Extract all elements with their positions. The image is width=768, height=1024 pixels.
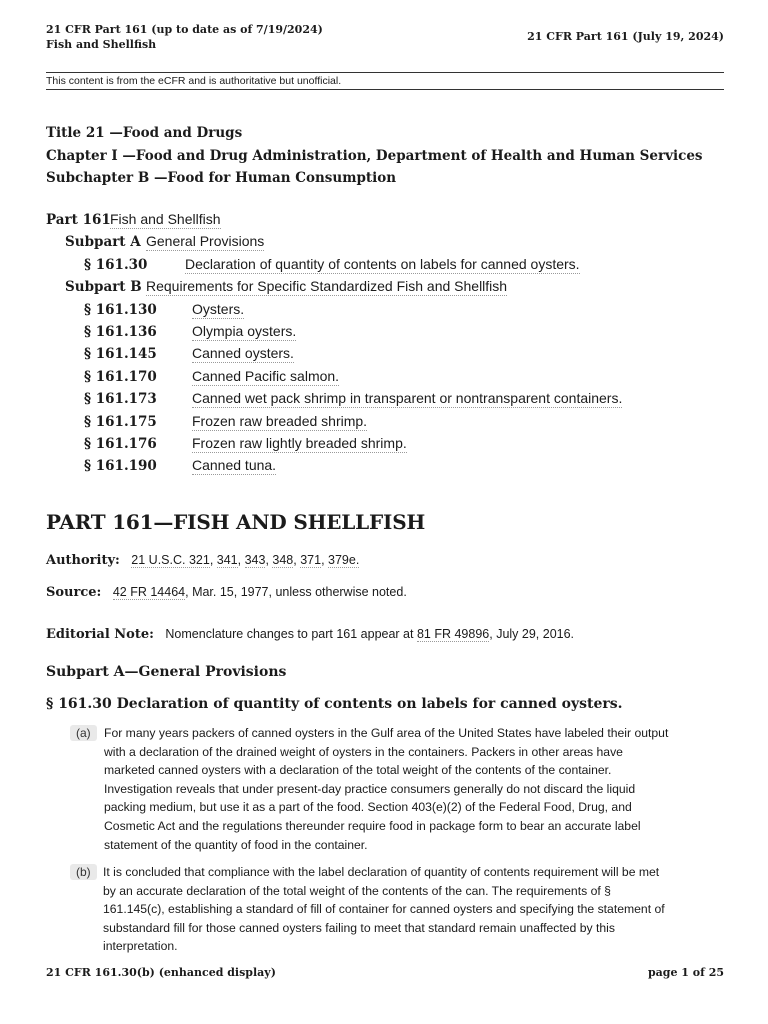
toc-link[interactable]: Canned oysters. [192,345,294,362]
toc-link[interactable]: Canned wet pack shrimp in transparent or nontransparent containers. [192,390,623,407]
toc-link[interactable]: Frozen raw breaded shrimp. [192,412,368,429]
authority-link-341[interactable]: 341 [216,553,238,567]
text-line: It is concluded that compliance with the label declaration of quantity of contents requirement will be met [103,865,660,879]
authority-link-343[interactable]: 343 [244,553,266,567]
text-line: packing medium, but use it as a part of the food. Section 403(e)(2) of the Federal Food, Drug, and [104,800,632,815]
toc-section-161-190[interactable] [46,454,724,476]
subchapter-heading: Subchapter B —Food for Human Consumption [46,170,397,186]
toc-key: § 161.170 [84,368,157,385]
toc-link[interactable]: Fish and Shellfish [110,211,221,227]
toc-key: § 161.130 [84,301,157,318]
editorial-text: Nomenclature changes to part 161 appear at [165,627,417,641]
section-title: § 161.30 Declaration of quantity of contents on labels for canned oysters. [46,696,623,712]
toc-link[interactable]: Declaration of quantity of contents on labels for canned oysters. [185,255,580,272]
text-line: with a declaration of the drained weight of oysters in the containers. Packers in other areas have [104,744,623,759]
title-heading: Title 21 —Food and Drugs [46,125,243,141]
paragraph-text [104,724,724,854]
text-line: Cosmetic Act and the regulations thereunder require food in package form to bear an accurate label [104,818,641,833]
toc-link[interactable]: General Provisions [146,233,265,250]
text-line: Investigation reveals that under present-day practice consumers generally do not discard the liquid [104,781,636,796]
paragraph-marker[interactable]: (a) [70,725,97,741]
source-line [46,583,407,602]
toc-key: § 161.175 [84,413,157,430]
paragraph-b [70,863,724,956]
editorial-label: Editorial Note: [46,627,154,642]
chapter-heading: Chapter I —Food and Drug Administration, Department of Health and Human Services [46,147,703,164]
toc-key: § 161.136 [84,323,157,340]
text-line: substandard fill for those canned oysters failing to meet that standard remain unaffected by this [103,920,615,935]
toc-link[interactable]: Oysters. [192,300,245,317]
footer-page-number: page 1 of 25 [647,966,724,979]
toc-part[interactable] [46,208,724,230]
toc-key: § 161.145 [84,346,157,363]
toc-section-161-170[interactable] [46,365,724,387]
paragraph-a [70,724,724,854]
toc-subpart-b[interactable] [46,275,724,297]
editorial-note-line [46,625,574,644]
authority-link-348[interactable]: 348 [272,553,294,567]
document-page [46,0,724,1024]
toc-section-161-176[interactable] [46,432,724,454]
text-line: For many years packers of canned oysters in the Gulf area of the United States have labeled their output [104,726,669,740]
hierarchy-block [46,122,703,190]
table-of-contents [46,208,724,477]
text-line: by an accurate declaration of the total weight of the contents of the can. The requirements of § [103,883,611,898]
toc-section-161-30[interactable] [46,253,724,275]
header-right: 21 CFR Part 161 (July 19, 2024) [527,30,724,43]
toc-section-161-130[interactable] [46,298,724,320]
toc-subpart-a[interactable] [46,230,724,252]
toc-key: § 161.176 [84,435,157,452]
unofficial-notice: This content is from the eCFR and is authoritative but unofficial. [46,72,724,90]
toc-key: Part 161 [46,212,111,228]
toc-key: Subpart A [65,234,141,251]
authority-link-379e[interactable]: 379e. [328,553,360,567]
toc-section-161-175[interactable] [46,410,724,432]
source-label: Source: [46,585,102,600]
authority-label: Authority: [46,553,120,568]
toc-link[interactable]: Canned Pacific salmon. [192,367,340,384]
editorial-link[interactable]: 81 FR 49896 [416,627,490,641]
toc-key: § 161.173 [84,391,157,408]
paragraph-text [103,863,724,956]
toc-section-161-145[interactable] [46,342,724,364]
part-title: PART 161—FISH AND SHELLFISH [46,510,426,534]
toc-section-161-173[interactable] [46,387,724,409]
text-line: marketed canned oysters with a declaration of the total weight of the contents of the container. [104,763,612,778]
toc-key: § 161.190 [84,458,157,475]
text-line: statement of the quantity of food in the container. [104,837,368,852]
header-subtitle: Fish and Shellfish [46,38,157,51]
authority-line: Authority: 21 U.S.C. 321, 341, 343, 348, 371, 379e. [46,553,360,568]
toc-link[interactable]: Frozen raw lightly breaded shrimp. [192,434,407,451]
footer-citation: 21 CFR 161.30(b) (enhanced display) [46,966,276,979]
header-left [46,22,323,52]
toc-link[interactable]: Canned tuna. [192,457,277,474]
text-line: interpretation. [103,939,178,954]
toc-link[interactable]: Olympia oysters. [192,322,297,339]
toc-link[interactable]: Requirements for Specific Standardized Fish and Shellfish [146,278,508,295]
paragraph-marker[interactable]: (b) [70,864,97,880]
authority-link-371[interactable]: 371 [300,553,322,567]
source-link[interactable]: 42 FR 14464 [112,585,186,599]
toc-key: Subpart B [65,279,142,296]
subpart-a-title: Subpart A—General Provisions [46,664,287,680]
text-line: 161.145(c), establishing a standard of fill of container for canned oysters and specifying the statement of [103,902,665,917]
authority-link-usc[interactable]: 21 U.S.C. 321 [131,553,210,567]
source-text: , Mar. 15, 1977, unless otherwise noted. [185,585,407,599]
toc-key: § 161.30 [84,256,148,273]
toc-section-161-136[interactable] [46,320,724,342]
editorial-text-after: , July 29, 2016. [489,627,575,641]
header-title: 21 CFR Part 161 (up to date as of 7/19/2024) [46,23,323,36]
